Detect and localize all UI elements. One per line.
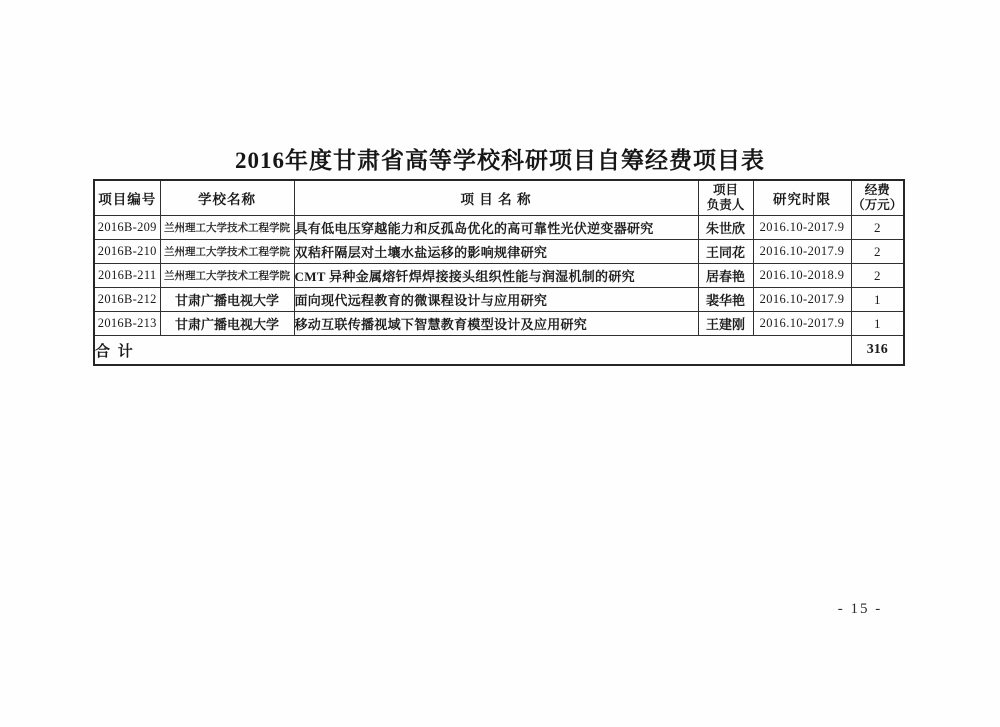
table-body	[94, 216, 904, 336]
header-project-leader-line2: 负责人	[706, 198, 745, 212]
project-code-cell: 2016B-211	[94, 264, 160, 288]
table-row	[94, 312, 904, 336]
table-row	[94, 216, 904, 240]
table-row	[94, 288, 904, 312]
header-project-name: 项 目 名 称	[294, 180, 698, 216]
header-research-period: 研究时限	[753, 180, 851, 216]
period-cell: 2016.10-2017.9	[753, 288, 851, 312]
project-name-cell: 具有低电压穿越能力和反孤岛优化的高可靠性光伏逆变器研究	[294, 216, 698, 240]
header-project-leader-line1: 项目	[712, 183, 738, 197]
header-project-code: 项目编号	[94, 180, 160, 216]
project-code-cell: 2016B-209	[94, 216, 160, 240]
header-fund-line2: （万元）	[852, 198, 903, 212]
leader-cell: 朱世欣	[698, 216, 753, 240]
fund-cell: 2	[851, 240, 904, 264]
table-header	[94, 180, 904, 216]
header-school-name: 学校名称	[160, 180, 294, 216]
school-cell: 甘肃广播电视大学	[160, 288, 294, 312]
total-row	[94, 336, 904, 366]
period-cell: 2016.10-2018.9	[753, 264, 851, 288]
page-number: - 15 -	[837, 601, 883, 617]
header-fund-line1: 经费	[864, 183, 890, 197]
project-code-cell: 2016B-213	[94, 312, 160, 336]
table-footer	[94, 336, 904, 366]
project-name-cell: 移动互联传播视域下智慧教育模型设计及应用研究	[294, 312, 698, 336]
school-cell: 兰州理工大学技术工程学院	[160, 216, 294, 240]
document-title: 2016年度甘肃省高等学校科研项目自筹经费项目表	[235, 148, 765, 173]
fund-cell: 2	[851, 264, 904, 288]
fund-cell: 1	[851, 288, 904, 312]
header-fund	[851, 180, 904, 216]
header-project-leader	[698, 180, 753, 216]
total-label-cell: 合 计	[94, 336, 851, 366]
leader-cell: 王同花	[698, 240, 753, 264]
project-name-cell: 双秸秆隔层对土壤水盐运移的影响规律研究	[294, 240, 698, 264]
period-cell: 2016.10-2017.9	[753, 216, 851, 240]
period-cell: 2016.10-2017.9	[753, 312, 851, 336]
project-code-cell: 2016B-212	[94, 288, 160, 312]
table-row	[94, 264, 904, 288]
school-cell: 兰州理工大学技术工程学院	[160, 264, 294, 288]
fund-cell: 1	[851, 312, 904, 336]
project-name-cell: CMT 异种金属熔钎焊焊接接头组织性能与润湿机制的研究	[294, 264, 698, 288]
total-value-cell: 316	[851, 336, 904, 366]
header-row	[94, 180, 904, 216]
leader-cell: 居春艳	[698, 264, 753, 288]
project-name-cell: 面向现代远程教育的微课程设计与应用研究	[294, 288, 698, 312]
table-row	[94, 240, 904, 264]
projects-table	[93, 179, 905, 366]
school-cell: 兰州理工大学技术工程学院	[160, 240, 294, 264]
school-cell: 甘肃广播电视大学	[160, 312, 294, 336]
fund-cell: 2	[851, 216, 904, 240]
project-code-cell: 2016B-210	[94, 240, 160, 264]
period-cell: 2016.10-2017.9	[753, 240, 851, 264]
leader-cell: 裴华艳	[698, 288, 753, 312]
leader-cell: 王建刚	[698, 312, 753, 336]
